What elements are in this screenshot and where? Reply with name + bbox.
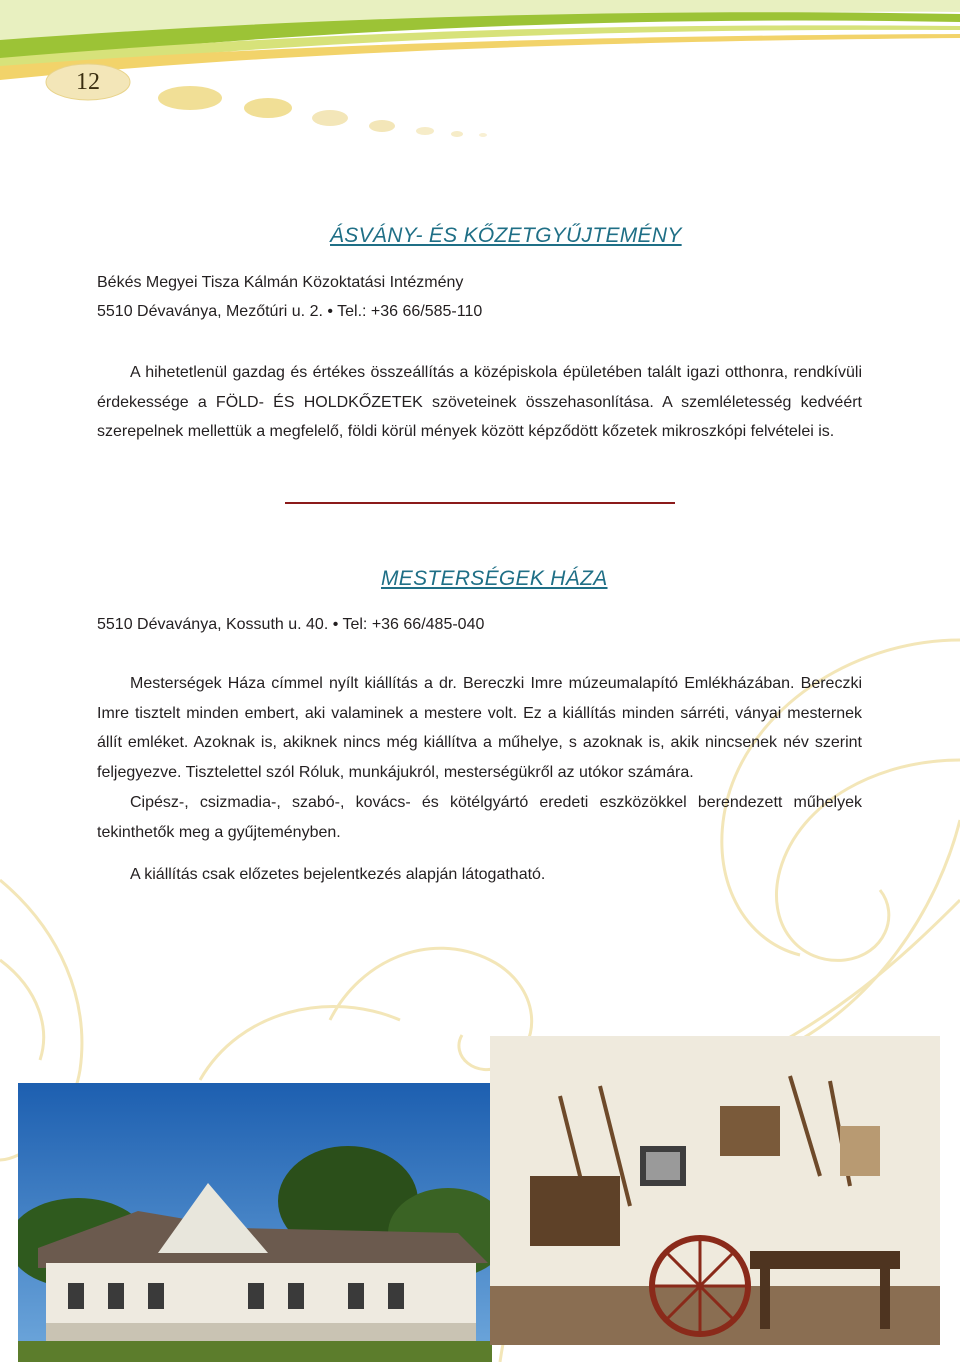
crafts-paragraph-1 <box>97 669 862 787</box>
institution-name: Békés Megyei Tisza Kálmán Közoktatási Intézmény <box>97 274 464 291</box>
crafts-paragraph-3 <box>97 860 862 890</box>
page-number: 12 <box>76 68 100 95</box>
institution-address: 5510 Dévaványa, Mezőtúri u. 2. • Tel.: +36 66/585-110 <box>97 303 483 320</box>
section-title-crafts: MESTERSÉGEK HÁZA <box>381 567 608 590</box>
house-exterior-photo <box>18 1083 492 1362</box>
crafts-paragraph-2-text: Cipész-, csizmadia-, szabó-, kovács- és kötélgyártó eredeti eszközökkel berendezett műhelyek tekinthetők meg a gyűjteményben. <box>97 794 862 841</box>
minerals-paragraph-text: A hihetetlenül gazdag és értékes összeállítás a középiskola épületében talált igazi otthonra, rendkívüli érdekessége a FÖLD- ÉS HOLDKŐZETEK szöveteinek összehasonlítása. A szemléletesség kedvéért szerepelnek mellettük a megfelelő, földi körül mények között képződött kőzetek mikroszkópi felvételei is. <box>97 364 862 440</box>
crafts-paragraph-1-text: Mesterségek Háza címmel nyílt kiállítás a dr. Bereczki Imre múzeumalapító Emlékházában. Bereczki Imre tisztelt minden embert, aki valaminek a mestere volt. Ez a kiállítás minden sárréti, ványai mesternek állít emléket. Azoknak is, akiknek nincs még kiállítva a műhelye, s azoknak is, akik nincsenek név szerint feljegyezve. Tisztelettel szól Róluk, munkájukról, mesterségükről az utókor számára. <box>97 675 862 781</box>
decorative-dots <box>150 84 510 144</box>
minerals-paragraph <box>97 358 862 447</box>
crafts-paragraph-3-text: A kiállítás csak előzetes bejelentkezés alapján látogatható. <box>130 866 546 883</box>
workshop-interior-photo <box>490 1036 940 1345</box>
section-divider <box>285 502 675 504</box>
crafts-address: 5510 Dévaványa, Kossuth u. 40. • Tel: +36 66/485-040 <box>97 616 485 633</box>
crafts-paragraph-2 <box>97 788 862 847</box>
section-title-minerals: ÁSVÁNY- ÉS KŐZETGYŰJTEMÉNY <box>330 224 682 247</box>
